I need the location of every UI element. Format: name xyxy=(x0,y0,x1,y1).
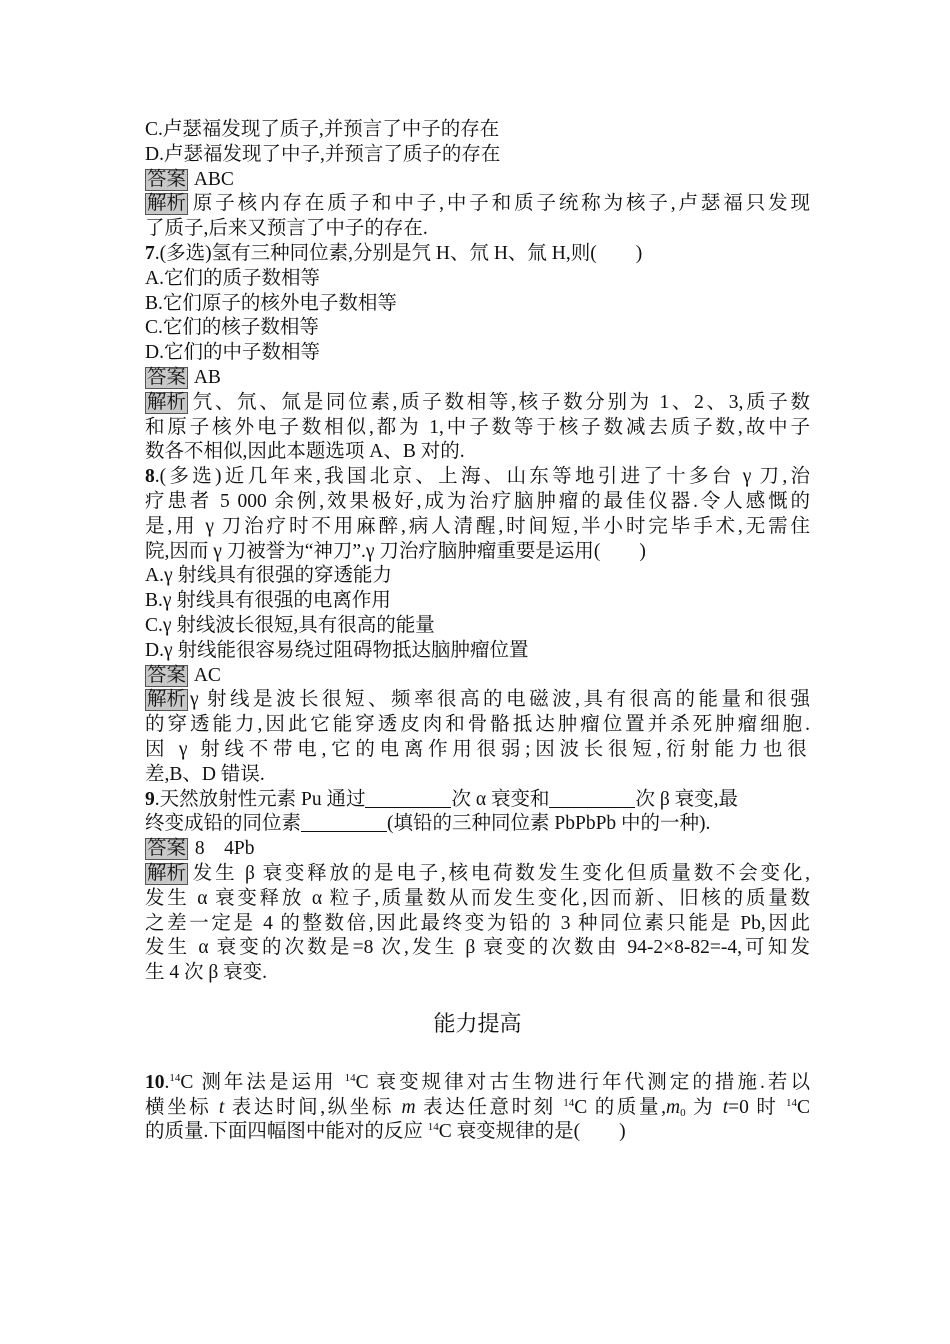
q8-option-a: A.γ 射线具有很强的穿透能力 xyxy=(145,565,392,587)
analysis-tag: 解析 xyxy=(147,391,187,413)
document-page xyxy=(145,118,810,1145)
q6-option-d: D.卢瑟福发现了中子,并预言了质子的存在 xyxy=(145,143,501,165)
q8-option-d: D.γ 射线能很容易绕过阻碍物抵达脑肿瘤位置 xyxy=(145,639,529,661)
q9-analysis-line-5: 生 4 次 β 衰变. xyxy=(145,962,268,984)
q9-analysis-line-1: 解析 发生 β 衰变释放的是电子,核电荷数发生变化但质量数不会变化, xyxy=(147,862,810,884)
q9-number: 9 xyxy=(145,788,155,810)
q10-stem-line-3: 的质量.下面四幅图中能对的反应 $^{14}$C 衰变规律的是( ) xyxy=(145,1121,626,1143)
q8-analysis-line-3: 因 γ 射线不带电,它的电离作用很弱;因波长很短,衍射能力也很 xyxy=(145,738,810,760)
q10-number: 10 xyxy=(145,1071,165,1093)
q9-answer xyxy=(145,837,810,862)
q7-number: 7 xyxy=(145,242,155,264)
answer-tag: 答案 xyxy=(147,838,187,860)
analysis-tag: 解析 xyxy=(147,689,187,711)
section-title: 能力提高 xyxy=(433,1011,522,1037)
q9-blank-1[interactable] xyxy=(365,788,451,808)
q8-analysis-line-1: 解析 γ 射线是波长很短、频率很高的电磁波,具有很高的能量和很强 xyxy=(147,689,810,711)
q9-answer-text: 8 4Pb xyxy=(190,838,255,860)
analysis-tag: 解析 xyxy=(147,193,187,215)
q7-analysis-line-2: 和原子核外电子数相似,都为 1,中子数等于核子数减去质子数,故中子 xyxy=(145,416,810,438)
q7-option-b: B.它们原子的核外电子数相等 xyxy=(145,292,397,314)
answer-tag: 答案 xyxy=(147,664,187,686)
q8-stem-line-4: 院,因而 γ 刀被誉为“神刀”.γ 刀治疗脑肿瘤重要是运用( ) xyxy=(145,540,646,562)
q9-blank-3[interactable] xyxy=(301,812,387,832)
q6-answer-text: ABC xyxy=(190,168,234,190)
q7-answer-text: AB xyxy=(190,366,221,388)
q9-analysis-line-3: 之差一定是 4 的整数倍,因此最终变为铅的 3 种同位素只能是 Pb,因此 xyxy=(145,912,810,934)
answer-tag: 答案 xyxy=(147,168,187,190)
q9-stem-line-1: 9.天然放射性元素 Pu 通过 次 α 衰变和 次 β 衰变,最 xyxy=(145,788,738,810)
analysis-tag: 解析 xyxy=(147,862,187,884)
q8-answer-text: AC xyxy=(190,664,221,686)
q6-analysis-line-2: 了质子,后来又预言了中子的存在. xyxy=(145,218,428,240)
answer-tag: 答案 xyxy=(147,366,187,388)
q9-analysis-line-2: 发生 α 衰变释放 α 粒子,质量数从而发生变化,因而新、旧核的质量数 xyxy=(145,887,810,909)
q7-option-a: A.它们的质子数相等 xyxy=(145,267,320,289)
q9-stem-line-2: 终变成铅的同位素 (填铅的三种同位素 PbPbPb 中的一种). xyxy=(145,813,711,835)
q7-stem: 7.(多选)氢有三种同位素,分别是氕 H、氘 H、氚 H,则( ) xyxy=(145,242,643,264)
q7-answer xyxy=(145,366,810,391)
q6-analysis-line-1: 解析 原子核内存在质子和中子,中子和质子统称为核子,卢瑟福只发现 xyxy=(147,193,810,215)
q10-stem-line-2: 横坐标 t 表达时间,纵坐标 m 表达任意时刻 $^{14}$C 的质量$,m_0$ 为 t=0 时 $^{14}$C xyxy=(145,1096,810,1119)
q7-analysis-line-3: 数各不相似,因此本题选项 A、B 对的. xyxy=(145,441,465,463)
q8-stem-line-3: 是,用 γ 刀治疗时不用麻醉,病人清醒,时间短,半小时完毕手术,无需住 xyxy=(145,515,810,537)
q8-answer xyxy=(145,664,810,689)
q6-option-c: C.卢瑟福发现了质子,并预言了中子的存在 xyxy=(145,119,500,140)
q7-option-d: D.它们的中子数相等 xyxy=(145,342,320,364)
q9-blank-2[interactable] xyxy=(549,788,635,808)
q9-analysis-line-4: 发生 α 衰变的次数是=8 次,发生 β 衰变的次数由 94-2×8-82=-4,可知发 xyxy=(145,937,810,959)
q8-option-b: B.γ 射线具有很强的电离作用 xyxy=(145,590,391,612)
q8-stem-line-1: 8.(多选)近几年来,我国北京、上海、山东等地引进了十多台 γ 刀,治 xyxy=(145,466,810,488)
q8-stem-line-2: 疗患者 5 000 余例,效果极好,成为治疗脑肿瘤的最佳仪器.令人感慨的 xyxy=(145,490,810,512)
q10-stem-line-1: 10.14C 测年法是运用 $^{14}$C 衰变规律对古生物进行年代测定的措施.若以 xyxy=(145,1071,810,1093)
q7-analysis-line-1: 解析 氕、氘、氚是同位素,质子数相等,核子数分别为 1、2、3,质子数 xyxy=(147,391,810,413)
q7-option-c: C.它们的核子数相等 xyxy=(145,317,319,339)
q8-analysis-line-2: 的穿透能力,因此它能穿透皮肉和骨骼抵达肿瘤位置并杀死肿瘤细胞. xyxy=(145,714,810,736)
q6-answer xyxy=(145,168,810,193)
q8-option-c: C.γ 射线波长很短,具有很高的能量 xyxy=(145,614,435,636)
q8-number: 8 xyxy=(145,466,155,488)
q8-analysis-line-4: 差,B、D 错误. xyxy=(145,763,265,785)
